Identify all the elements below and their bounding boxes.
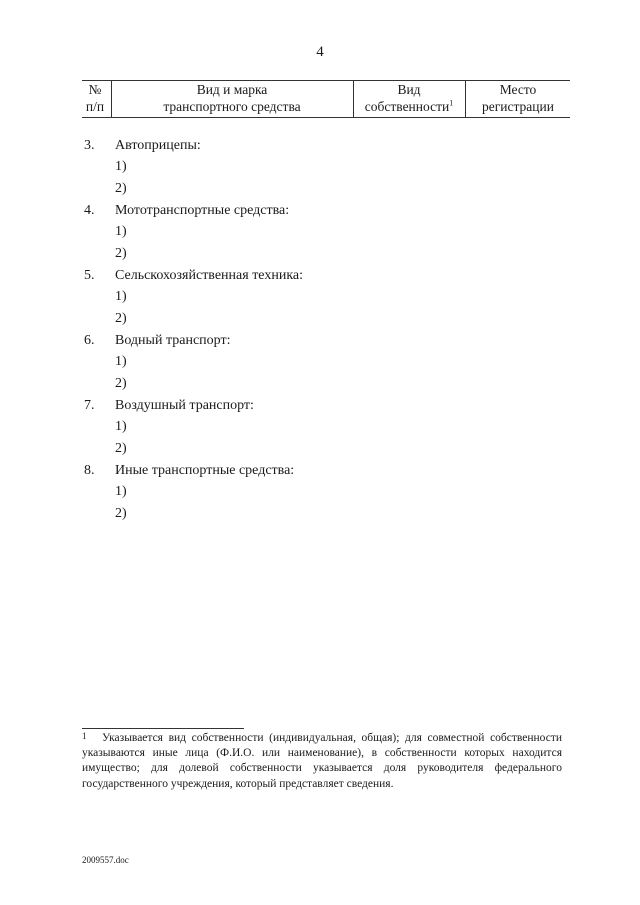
section-trailers: [84, 135, 564, 200]
header-col-ownership-line2: собственности: [364, 98, 450, 114]
section-title: [84, 330, 564, 351]
list-item: 2): [115, 181, 127, 196]
header-col-ownership: [354, 82, 464, 116]
header-col-vehicle: [112, 82, 352, 116]
header-col-number-line1: №: [88, 82, 102, 97]
section-label: Автоприцепы:: [115, 138, 201, 153]
footnote-ref: 1: [449, 98, 454, 107]
section-title: [84, 395, 564, 416]
section-title: [84, 135, 564, 156]
list-item: 1): [115, 289, 127, 304]
section-title: [84, 200, 564, 221]
table-bottom-rule: [82, 117, 570, 118]
section-label: Иные транспортные средства:: [115, 463, 295, 478]
section-label: Мототранспортные средства:: [115, 203, 290, 218]
list-item: 1): [115, 484, 127, 499]
section-number: 4.: [84, 203, 95, 218]
section-motor-vehicles: [84, 200, 564, 265]
list-item: 2): [115, 376, 127, 391]
section-label: Водный транспорт:: [115, 333, 231, 348]
section-air-transport: [84, 395, 564, 460]
list-item: 1): [115, 159, 127, 174]
section-water-transport: [84, 330, 564, 395]
section-number: 7.: [84, 398, 95, 413]
header-col-ownership-line1: Вид: [397, 82, 421, 97]
list-item: 1): [115, 354, 127, 369]
section-label: Воздушный транспорт:: [115, 398, 254, 413]
section-number: 6.: [84, 333, 95, 348]
page-number: 4: [316, 44, 324, 60]
list-item: 2): [115, 441, 127, 456]
section-number: 3.: [84, 138, 95, 153]
section-agricultural-machinery: [84, 265, 564, 330]
section-other-vehicles: [84, 460, 564, 525]
footnote-text: Указывается вид собственности (индивидуальная, общая); для совместной собственности указываются иные лица (Ф.И.О. или наименование), в собственности которых находится имущество; для долевой собственности указывается доля руководителя федерального государственного учреждения, который представляет сведения.: [82, 732, 562, 790]
list-item: 2): [115, 506, 127, 521]
section-title: [84, 460, 564, 481]
header-col-ownership-line2-wrap: [354, 99, 464, 116]
header-col-number: [82, 82, 108, 116]
footnote: [82, 731, 562, 792]
header-col-registration: [466, 82, 570, 116]
section-label: Сельскохозяйственная техника:: [115, 268, 304, 283]
header-col-vehicle-line1: Вид и марка: [196, 82, 268, 97]
header-col-registration-line1: Место: [499, 82, 537, 97]
footnote-mark: 1: [82, 731, 87, 741]
list-item: 1): [115, 419, 127, 434]
header-col-number-line2: п/п: [85, 98, 105, 114]
section-title: [84, 265, 564, 286]
header-col-vehicle-line2: транспортного средства: [163, 98, 301, 114]
vehicle-sections: [84, 135, 564, 525]
list-item: 2): [115, 311, 127, 326]
document-filename: 2009557.doc: [82, 855, 129, 865]
footnote-separator: [82, 728, 244, 729]
list-item: 2): [115, 246, 127, 261]
header-col-registration-line2: регистрации: [482, 98, 554, 114]
table-header: [82, 80, 570, 118]
list-item: 1): [115, 224, 127, 239]
section-number: 8.: [84, 463, 95, 478]
table-top-rule: [82, 80, 570, 81]
section-number: 5.: [84, 268, 95, 283]
